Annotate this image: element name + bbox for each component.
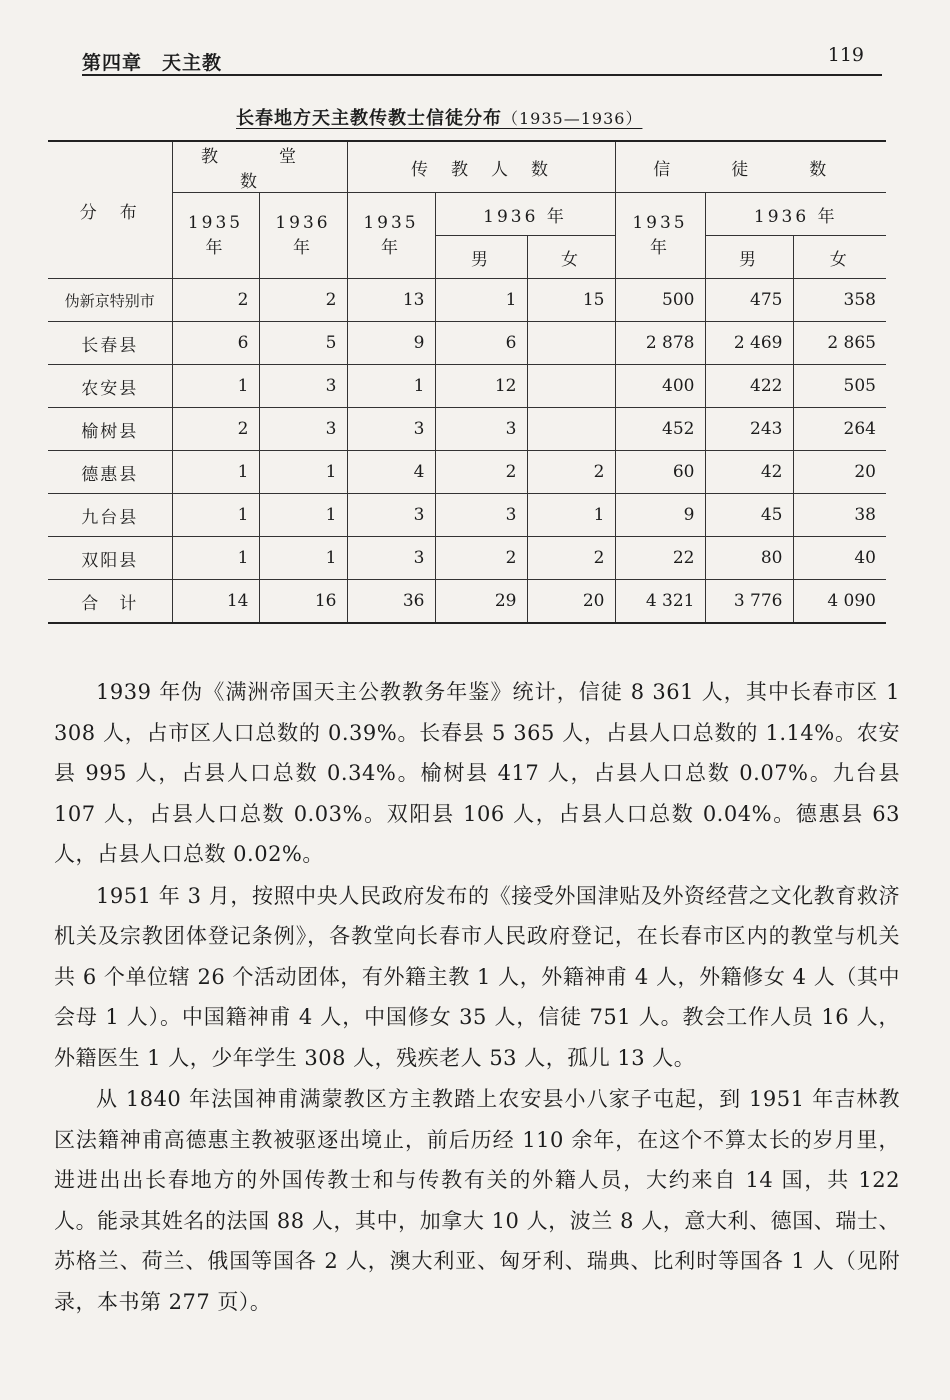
paragraph: 1939 年伪《满洲帝国天主公教教务年鉴》统计，信徒 8 361 人，其中长春市区 1 308 人，占市区人口总数的 0.39%。长春县 5 365 人，占县人口总数的 1.14%。农安县 995 人，占县人口总数 0.34%。榆树县 417 人，占县人口总数 0.07%。九台县 107 人，占县人口总数 0.03%。双阳县 106 人，占县人口总数 0.04%。德惠县 63 人，占县人口总数 0.02%。 (54, 680, 900, 866)
region-cell: 榆树县 (48, 408, 172, 451)
churches-header: 教 堂 数 (172, 141, 347, 193)
cell-believers-1935: 22 (615, 537, 705, 580)
missionaries-header: 传 教 人 数 (347, 141, 615, 193)
cell-missionaries-1936-male: 29 (435, 580, 527, 624)
cell-believers-1936-male: 475 (705, 279, 793, 322)
cell-believers-1936-male: 3 776 (705, 580, 793, 624)
cell-believers-1936-male: 422 (705, 365, 793, 408)
table-title (236, 104, 642, 130)
cell-missionaries-1936-female: 1 (527, 494, 615, 537)
cell-missionaries-1935: 3 (347, 408, 435, 451)
cell-believers-1936-female: 264 (793, 408, 886, 451)
cell-churches-1936: 5 (259, 322, 347, 365)
cell-believers-1936-female: 4 090 (793, 580, 886, 624)
table-row (48, 365, 886, 408)
total-label: 合 计 (48, 580, 172, 624)
cell-believers-1936-male: 2 469 (705, 322, 793, 365)
cell-missionaries-1936-female: 2 (527, 451, 615, 494)
page-header (82, 44, 872, 74)
cell-churches-1936: 1 (259, 537, 347, 580)
churches-1935-header: 1935 年 (172, 193, 259, 279)
believers-1935-header: 1935 年 (615, 193, 705, 279)
cell-believers-1936-female: 40 (793, 537, 886, 580)
cell-believers-1935: 4 321 (615, 580, 705, 624)
cell-missionaries-1936-male: 3 (435, 408, 527, 451)
region-cell: 伪新京特别市 (48, 279, 172, 322)
table-row (48, 451, 886, 494)
cell-missionaries-1936-female: 15 (527, 279, 615, 322)
distribution-table (48, 140, 886, 624)
cell-churches-1935: 1 (172, 451, 259, 494)
cell-churches-1935: 6 (172, 322, 259, 365)
cell-churches-1935: 1 (172, 365, 259, 408)
cell-believers-1935: 400 (615, 365, 705, 408)
cell-churches-1936: 1 (259, 494, 347, 537)
missionaries-1935-header: 1935 年 (347, 193, 435, 279)
cell-believers-1935: 2 878 (615, 322, 705, 365)
cell-missionaries-1935: 3 (347, 494, 435, 537)
cell-churches-1936: 3 (259, 408, 347, 451)
cell-missionaries-1936-male: 3 (435, 494, 527, 537)
paragraph: 1951 年 3 月，按照中央人民政府发布的《接受外国津贴及外资经营之文化教育救济机关及宗教团体登记条例》，各教堂向长春市人民政府登记，在长春市区内的教堂与机关共 6 个单位辖 26 个活动团体，有外籍主教 1 人，外籍神甫 4 人，外籍修女 4 人（其中会母 1 人）。中国籍神甫 4 人，中国修女 35 人，信徒 751 人。教会工作人员 16 人，外籍医生 1 人，少年学生 308 人，残疾老人 53 人，孤儿 13 人。 (54, 883, 900, 1070)
region-cell: 长春县 (48, 322, 172, 365)
region-header: 分 布 (48, 141, 172, 279)
cell-churches-1935: 1 (172, 494, 259, 537)
cell-believers-1936-male: 45 (705, 494, 793, 537)
chapter-title: 第四章 天主教 (82, 52, 223, 74)
cell-missionaries-1936-male: 1 (435, 279, 527, 322)
missionaries-male-header: 男 (435, 236, 527, 279)
cell-churches-1936: 2 (259, 279, 347, 322)
cell-believers-1935: 60 (615, 451, 705, 494)
page-number: 119 (827, 44, 864, 66)
cell-believers-1936-male: 80 (705, 537, 793, 580)
cell-missionaries-1935: 1 (347, 365, 435, 408)
cell-believers-1936-male: 243 (705, 408, 793, 451)
cell-missionaries-1936-female: 2 (527, 537, 615, 580)
cell-believers-1936-female: 358 (793, 279, 886, 322)
body-text (54, 672, 900, 1323)
churches-1936-header: 1936 年 (259, 193, 347, 279)
cell-believers-1936-male: 42 (705, 451, 793, 494)
missionaries-1936-header: 1936 年 (435, 193, 615, 236)
cell-churches-1936: 16 (259, 580, 347, 624)
table-title-text: 长春地方天主教传教士信徒分布 (236, 108, 502, 129)
table-row (48, 279, 886, 322)
believers-1936-header: 1936 年 (705, 193, 886, 236)
cell-churches-1936: 1 (259, 451, 347, 494)
cell-churches-1936: 3 (259, 365, 347, 408)
believers-header: 信 徒 数 (615, 141, 886, 193)
cell-believers-1936-female: 505 (793, 365, 886, 408)
cell-missionaries-1936-female (527, 365, 615, 408)
table-row (48, 494, 886, 537)
cell-missionaries-1936-female: 20 (527, 580, 615, 624)
missionaries-female-header: 女 (527, 236, 615, 279)
table-title-years: （1935—1936） (502, 109, 643, 128)
paragraph: 从 1840 年法国神甫满蒙教区方主教踏上农安县小八家子屯起，到 1951 年吉林教区法籍神甫高德惠主教被驱逐出境止，前后历经 110 余年，在这个不算太长的岁月里，进进出出长春地方的外国传教士和与传教有关的外籍人员，大约来自 14 国，共 122 人。能录其姓名的法国 88 人，其中，加拿大 10 人，波兰 8 人，意大利、德国、瑞士、苏格兰、荷兰、俄国等国各 2 人，澳大利亚、匈牙利、瑞典、比利时等国各 1 人（见附录，本书第 277 页）。 (54, 1087, 900, 1314)
cell-believers-1935: 500 (615, 279, 705, 322)
cell-missionaries-1936-male: 6 (435, 322, 527, 365)
cell-believers-1936-female: 2 865 (793, 322, 886, 365)
cell-missionaries-1935: 4 (347, 451, 435, 494)
cell-missionaries-1936-male: 12 (435, 365, 527, 408)
table-row (48, 322, 886, 365)
cell-missionaries-1935: 9 (347, 322, 435, 365)
cell-missionaries-1935: 36 (347, 580, 435, 624)
region-cell: 农安县 (48, 365, 172, 408)
region-cell: 九台县 (48, 494, 172, 537)
cell-churches-1935: 2 (172, 408, 259, 451)
cell-churches-1935: 1 (172, 537, 259, 580)
cell-missionaries-1935: 13 (347, 279, 435, 322)
cell-missionaries-1936-female (527, 408, 615, 451)
cell-missionaries-1936-male: 2 (435, 451, 527, 494)
table-row (48, 537, 886, 580)
cell-missionaries-1935: 3 (347, 537, 435, 580)
cell-churches-1935: 2 (172, 279, 259, 322)
region-cell: 双阳县 (48, 537, 172, 580)
cell-believers-1935: 452 (615, 408, 705, 451)
table-row (48, 408, 886, 451)
cell-missionaries-1936-male: 2 (435, 537, 527, 580)
believers-female-header: 女 (793, 236, 886, 279)
cell-believers-1936-female: 38 (793, 494, 886, 537)
header-rule (82, 74, 882, 76)
header-row-1 (48, 141, 886, 193)
cell-believers-1936-female: 20 (793, 451, 886, 494)
region-cell: 德惠县 (48, 451, 172, 494)
cell-missionaries-1936-female (527, 322, 615, 365)
cell-believers-1935: 9 (615, 494, 705, 537)
believers-male-header: 男 (705, 236, 793, 279)
header-row-2 (48, 193, 886, 236)
total-row (48, 580, 886, 624)
cell-churches-1935: 14 (172, 580, 259, 624)
